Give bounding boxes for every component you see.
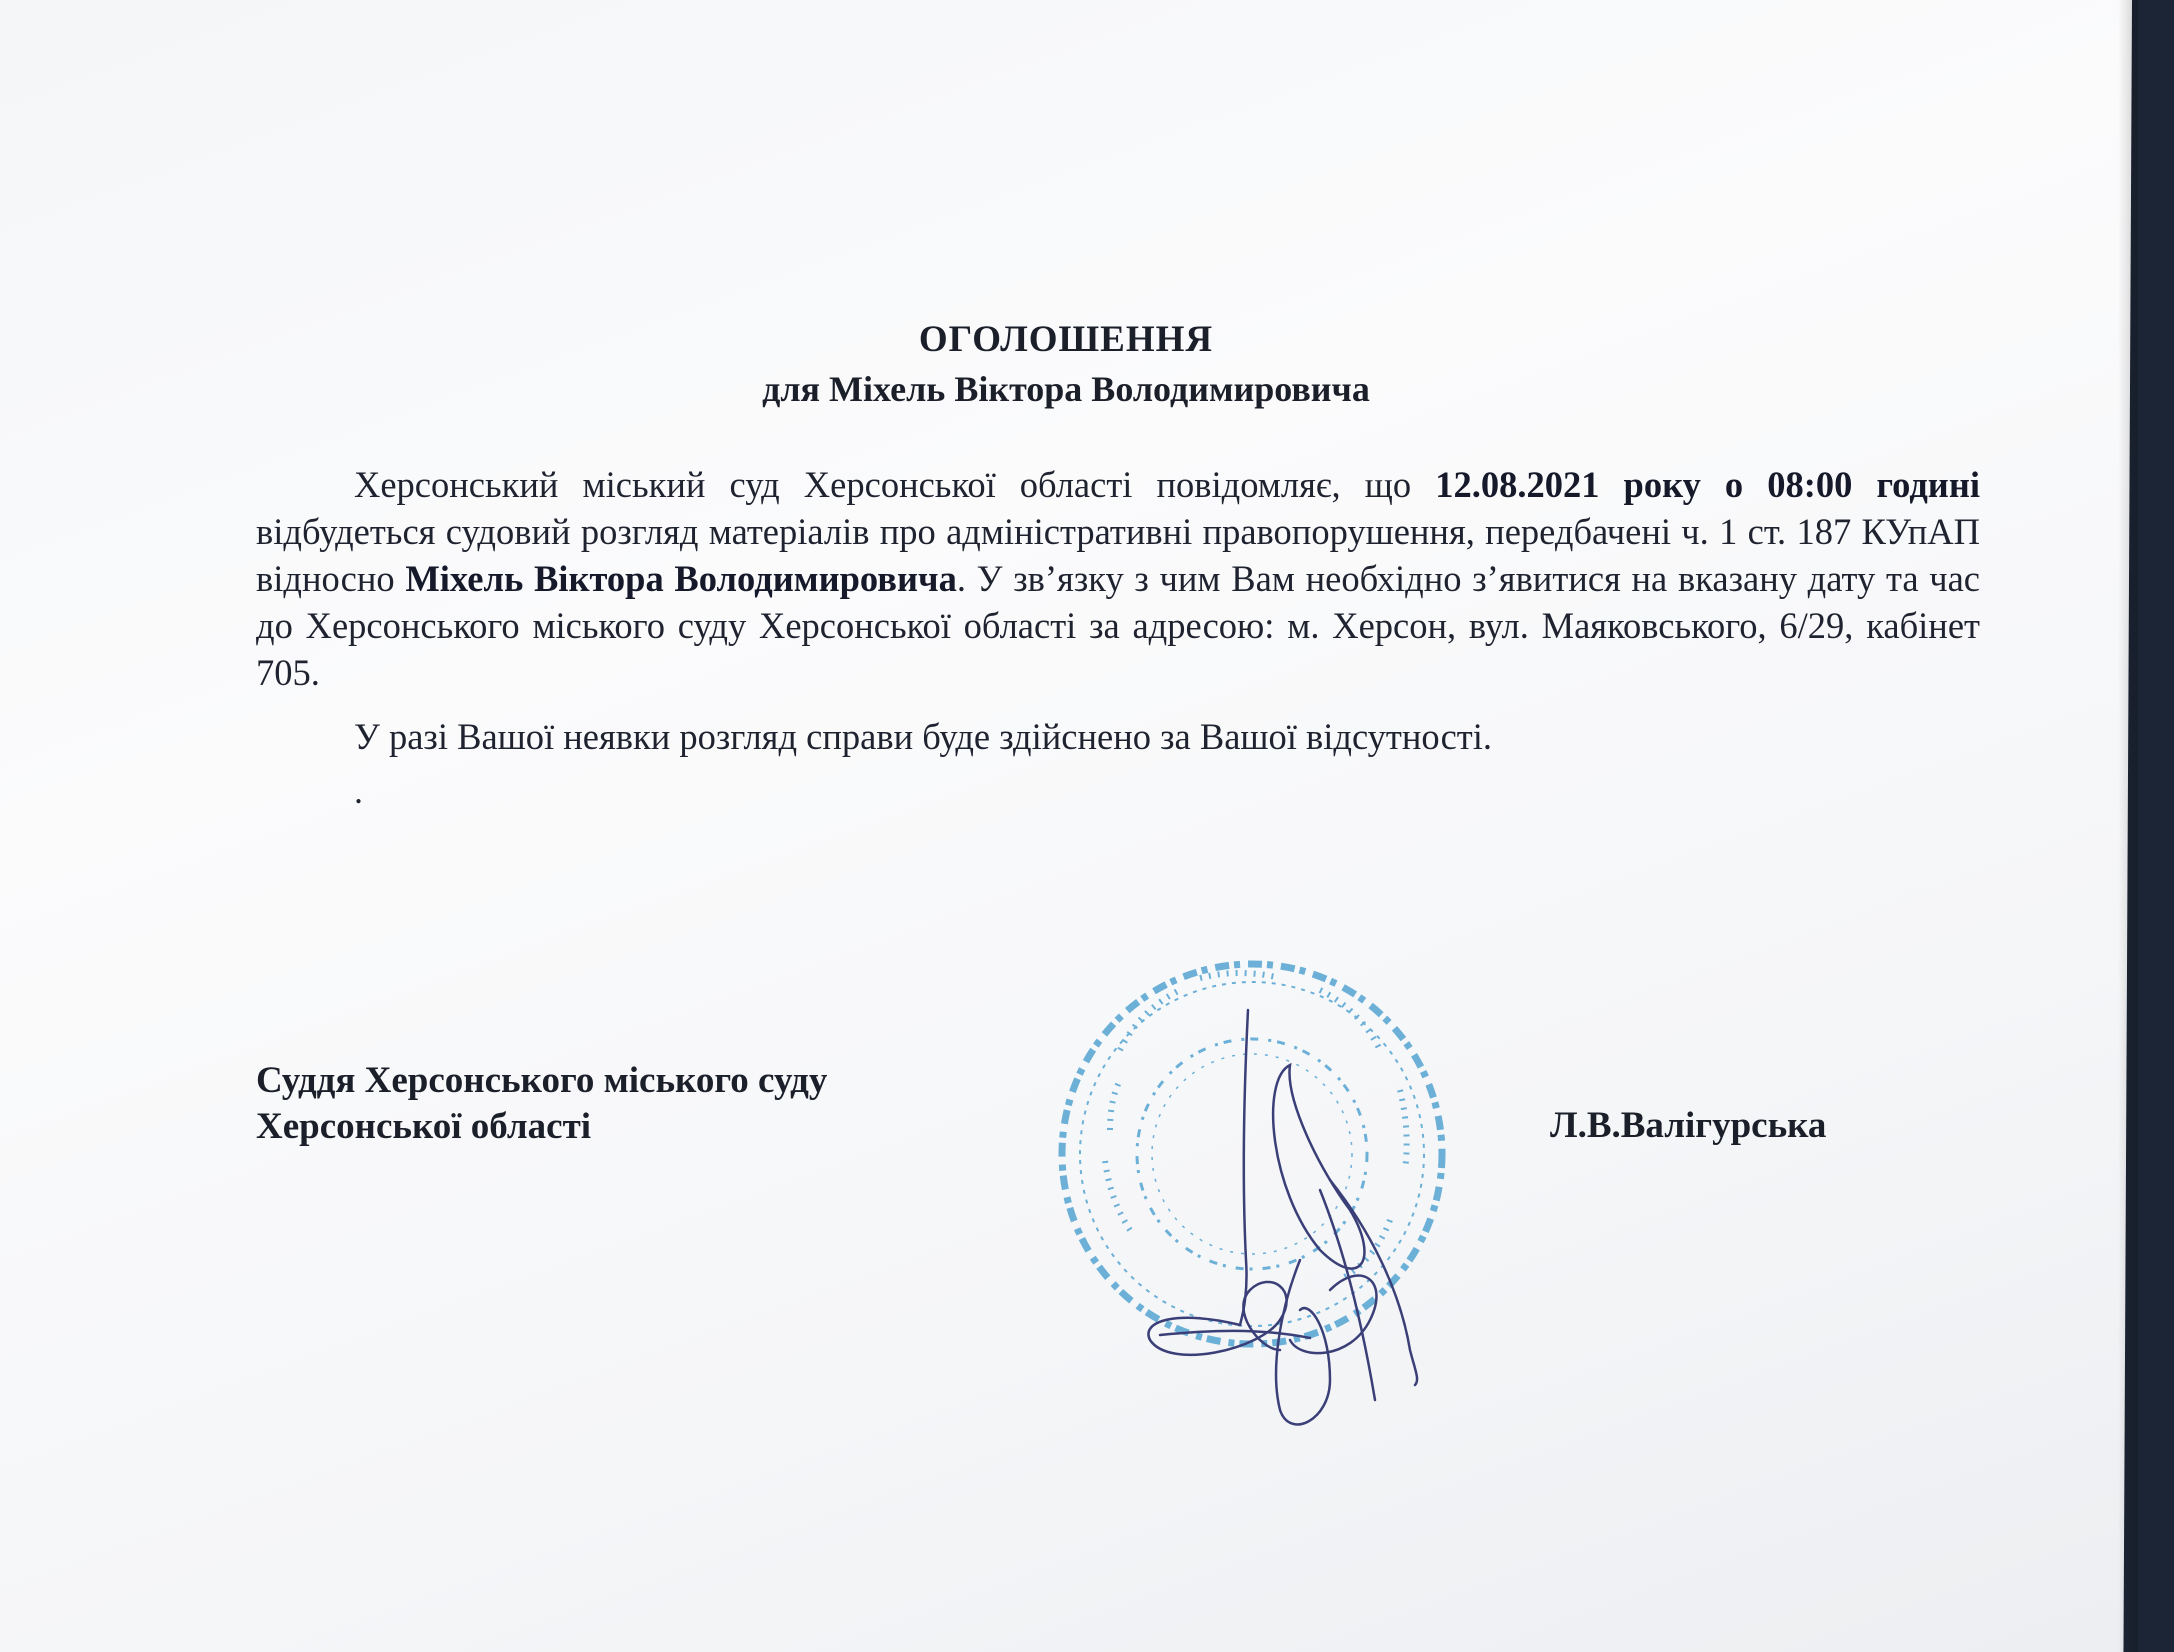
hearing-datetime: 12.08.2021 року о 08:00 годині: [1435, 464, 1981, 505]
judge-name: Л.В.Валігурська: [1550, 1105, 1827, 1146]
defendant-name: Міхель Віктора Володимировича: [405, 558, 957, 599]
paper-edge-shadow: [2118, 0, 2138, 1652]
document-title: ОГОЛОШЕННЯ: [918, 319, 1214, 360]
judge-position-line-1: Суддя Херсонського міського суду: [256, 1060, 828, 1101]
stray-dot: .: [354, 771, 363, 811]
document-subtitle: для Міхель Віктора Володимировича: [762, 369, 1370, 409]
notice-paragraph-1: [256, 461, 1980, 696]
judge-position-line-2: Херсонської області: [256, 1106, 592, 1147]
judge-position: [256, 1058, 827, 1150]
absence-warning: У разі Вашої неявки розгляд справи буде здійснено за Вашої відсутності.: [354, 716, 1492, 757]
notice-text-1: Херсонський міський суд Херсонської області повідомляє, що: [354, 464, 1436, 505]
notice-paragraph-2: [256, 713, 1980, 760]
notice-text-2: відбудеться судовий розгляд матеріалів про адміністративні правопорушення, передбачені ч. 1 ст. 187 КУпАП відносно: [256, 511, 1980, 599]
stamp-center-ring-inner: [1152, 1054, 1352, 1254]
handwritten-signature-icon: [1148, 1010, 1417, 1424]
stamp-center-ring: [1137, 1039, 1367, 1269]
stamp-inner-ring: [1080, 982, 1424, 1326]
notice-text-3: . У зв’язку з чим Вам необхідно з’явитися на вказану дату та час до Херсонського міського суду Херсонської області за адресою: м. Херсон, вул. Маяковського, 6/29, кабінет 705.: [256, 558, 1981, 693]
stamp-and-signature: [1030, 930, 1510, 1450]
